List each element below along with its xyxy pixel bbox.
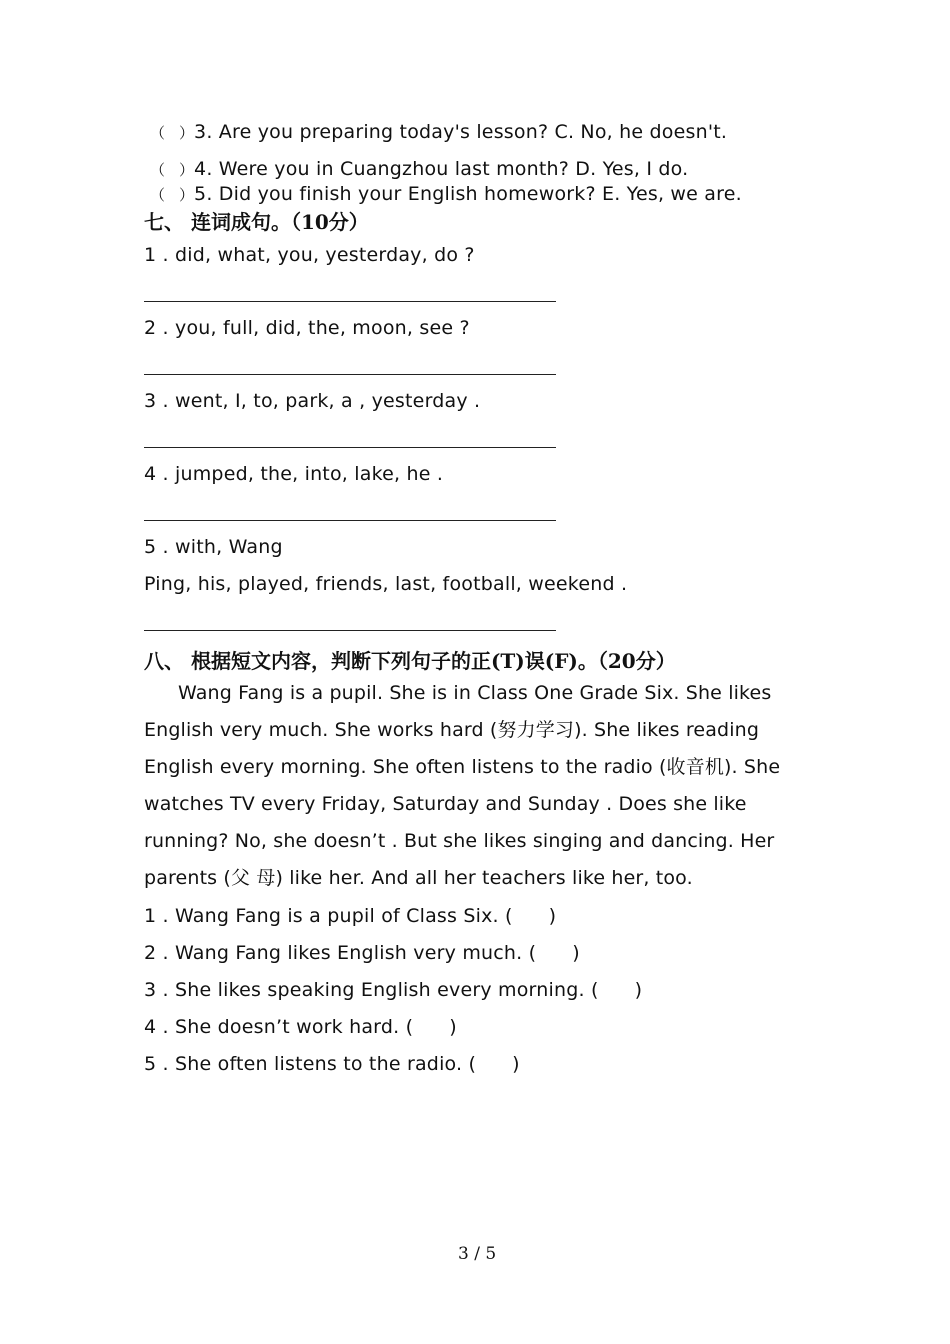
answer-line-4[interactable] [144, 520, 556, 521]
tf-statement-text: 2 . Wang Fang likes English very much. ( [144, 942, 537, 964]
tf-statement-3 [144, 979, 642, 1001]
passage-line: parents (父 母) like her. And all her teachers like her, too. [144, 867, 693, 889]
page-number: 3 / 5 [458, 1244, 497, 1264]
tf-close-paren: ) [449, 1016, 457, 1038]
tf-statement-2 [144, 942, 580, 964]
answer-bracket-close[interactable]: ） [179, 161, 195, 179]
tf-statement-text: 1 . Wang Fang is a pupil of Class Six. ( [144, 905, 513, 927]
answer-line-2[interactable] [144, 374, 556, 375]
sentence-item-1: 1 . did, what, you, yesterday, do ? [144, 244, 475, 266]
tf-statement-5 [144, 1053, 520, 1075]
sentence-item-5: 5 . with, Wang [144, 536, 283, 558]
passage-line: English very much. She works hard (努力学习). She likes reading [144, 719, 760, 741]
passage-line: watches TV every Friday, Saturday and Sunday . Does she like [144, 793, 747, 815]
tf-statement-text: 3 . She likes speaking English every morning. ( [144, 979, 599, 1001]
matching-item-4 [150, 158, 688, 180]
tf-statement-4 [144, 1016, 457, 1038]
sentence-item-4: 4 . jumped, the, into, lake, he . [144, 463, 444, 485]
tf-statement-1 [144, 905, 556, 927]
tf-statement-text: 5 . She often listens to the radio. ( [144, 1053, 477, 1075]
answer-bracket-close[interactable]: ） [179, 124, 195, 142]
answer-bracket-open[interactable]: （ [150, 186, 166, 204]
answer-bracket-open[interactable]: （ [150, 161, 166, 179]
tf-close-paren: ) [572, 942, 580, 964]
sentence-item-2: 2 . you, full, did, the, moon, see ? [144, 317, 470, 339]
section-8-title: 八、 根据短文内容，判断下列句子的正(T)误(F)。（20分） [144, 649, 676, 673]
section-7-title: 七、 连词成句。（10分） [144, 210, 369, 234]
tf-close-paren: ) [512, 1053, 520, 1075]
reading-passage [144, 675, 784, 897]
passage-line: Wang Fang is a pupil. She is in Class One Grade Six. She likes [178, 682, 772, 704]
tf-statement-text: 4 . She doesn’t work hard. ( [144, 1016, 414, 1038]
tf-close-paren: ) [634, 979, 643, 1001]
tf-close-paren: ) [548, 905, 557, 927]
passage-line: English every morning. She often listens to the radio (收音机). She [144, 756, 781, 778]
sentence-item-5-continuation: Ping, his, played, friends, last, football, weekend . [144, 573, 628, 595]
matching-text: 3. Are you preparing today's lesson? C. No, he doesn't. [194, 121, 728, 143]
matching-text: 4. Were you in Cuangzhou last month? D. Yes, I do. [194, 158, 689, 180]
sentence-item-3: 3 . went, I, to, park, a , yesterday . [144, 390, 481, 412]
answer-bracket-close[interactable]: ） [179, 186, 195, 204]
answer-line-1[interactable] [144, 301, 556, 302]
answer-bracket-open[interactable]: （ [150, 124, 166, 142]
matching-item-5 [150, 183, 742, 205]
matching-item-3 [150, 121, 727, 143]
answer-line-3[interactable] [144, 447, 556, 448]
answer-line-5[interactable] [144, 630, 556, 631]
matching-text: 5. Did you finish your English homework? E. Yes, we are. [194, 183, 742, 205]
passage-line: running? No, she doesn’t . But she likes singing and dancing. Her [144, 830, 775, 852]
